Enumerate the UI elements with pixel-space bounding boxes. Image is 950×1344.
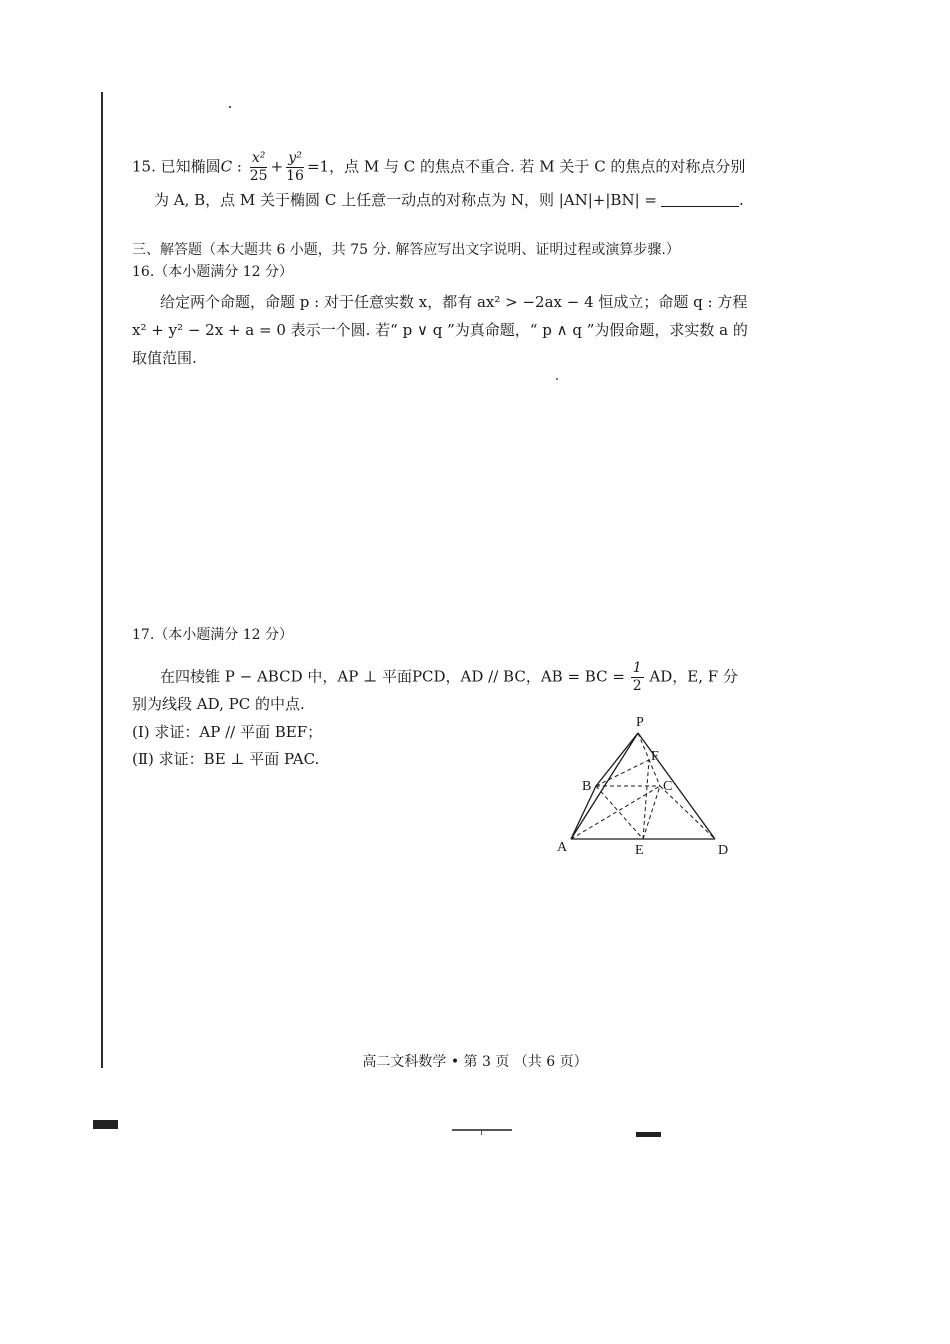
q17-text-end: AD，E, F 分 xyxy=(649,667,738,686)
label-C: C xyxy=(663,779,673,794)
q15-fraction-x xyxy=(248,150,270,185)
label-P: P xyxy=(636,715,644,730)
registration-mark-center xyxy=(452,1129,512,1131)
q15-answer-blank[interactable] xyxy=(661,192,739,207)
edge-PD xyxy=(638,733,715,839)
q15-period: . xyxy=(738,191,744,209)
section-heading: 三、解答题（本大题共 6 小题，共 75 分. 解答应写出文字说明、证明过程或演算步骤.） xyxy=(132,242,680,258)
q17-part2: (Ⅱ) 求证：BE ⊥ 平面 PAC. xyxy=(132,750,320,768)
q17-header: 17.（本小题满分 12 分） xyxy=(132,627,293,643)
edge-EC xyxy=(643,786,660,839)
q15-number: 15. xyxy=(132,157,156,176)
edge-BF xyxy=(596,760,649,786)
edge-PB xyxy=(596,733,638,786)
q15-c-var: C xyxy=(220,157,233,176)
edge-BE xyxy=(596,786,643,839)
q15-text: =1，点 M 与 C 的焦点不重合. 若 M 关于 C 的焦点的对称点分别 xyxy=(306,157,746,176)
label-B: B xyxy=(582,779,592,794)
frac-numerator: 1 xyxy=(632,660,642,676)
q17-fraction-half xyxy=(631,660,644,695)
q17-line1 xyxy=(160,660,738,695)
label-A: A xyxy=(557,840,568,855)
q16-line1: 给定两个命题，命题 p : 对于任意实数 x，都有 ax² > −2ax − 4 恒成立；命题 q : 方程 xyxy=(160,293,748,311)
q15-line1 xyxy=(132,150,745,185)
q15-lead: 已知椭圆 xyxy=(160,157,221,176)
q16-line3: 取值范围. xyxy=(132,349,197,367)
registration-mark-right xyxy=(636,1132,661,1137)
edge-EF xyxy=(643,760,649,839)
q16-header: 16.（本小题满分 12 分） xyxy=(132,264,293,280)
q17-text: 在四棱锥 P − ABCD 中，AP ⊥ 平面PCD，AD // BC，AB = BC = xyxy=(160,667,625,686)
label-F: F xyxy=(651,749,659,764)
scan-speck xyxy=(556,378,558,380)
q15-fraction-y xyxy=(284,150,306,185)
registration-mark-left xyxy=(93,1120,118,1129)
frac-denominator: 2 xyxy=(632,678,642,694)
q17-part1: (Ⅰ) 求证：AP // 平面 BEF； xyxy=(132,723,323,741)
q15-plus: + xyxy=(270,157,284,176)
scan-speck xyxy=(229,106,231,108)
label-E: E xyxy=(635,843,644,858)
frac-numerator: x² xyxy=(251,150,266,166)
q15-line2 xyxy=(154,190,744,210)
frac-denominator: 25 xyxy=(249,168,268,184)
frac-numerator: y² xyxy=(288,150,302,166)
q15-text-2: 为 A, B，点 M 关于椭圆 C 上任意一动点的对称点为 N，则 |AN|+|BN| = xyxy=(154,191,657,209)
label-D: D xyxy=(718,843,729,858)
binding-margin-line xyxy=(101,92,103,1068)
q17-line2: 别为线段 AD, PC 的中点. xyxy=(132,695,305,713)
page-footer: 高二文科数学 • 第 3 页 （共 6 页） xyxy=(362,1054,588,1070)
registration-tick xyxy=(481,1129,482,1135)
q15-colon: : xyxy=(232,157,247,176)
pyramid-figure xyxy=(550,708,740,868)
q16-line2: x² + y² − 2x + a = 0 表示一个圆. 若“ p ∨ q ”为真命题，“ p ∧ q ”为假命题，求实数 a 的 xyxy=(132,321,748,339)
frac-denominator: 16 xyxy=(286,168,304,184)
